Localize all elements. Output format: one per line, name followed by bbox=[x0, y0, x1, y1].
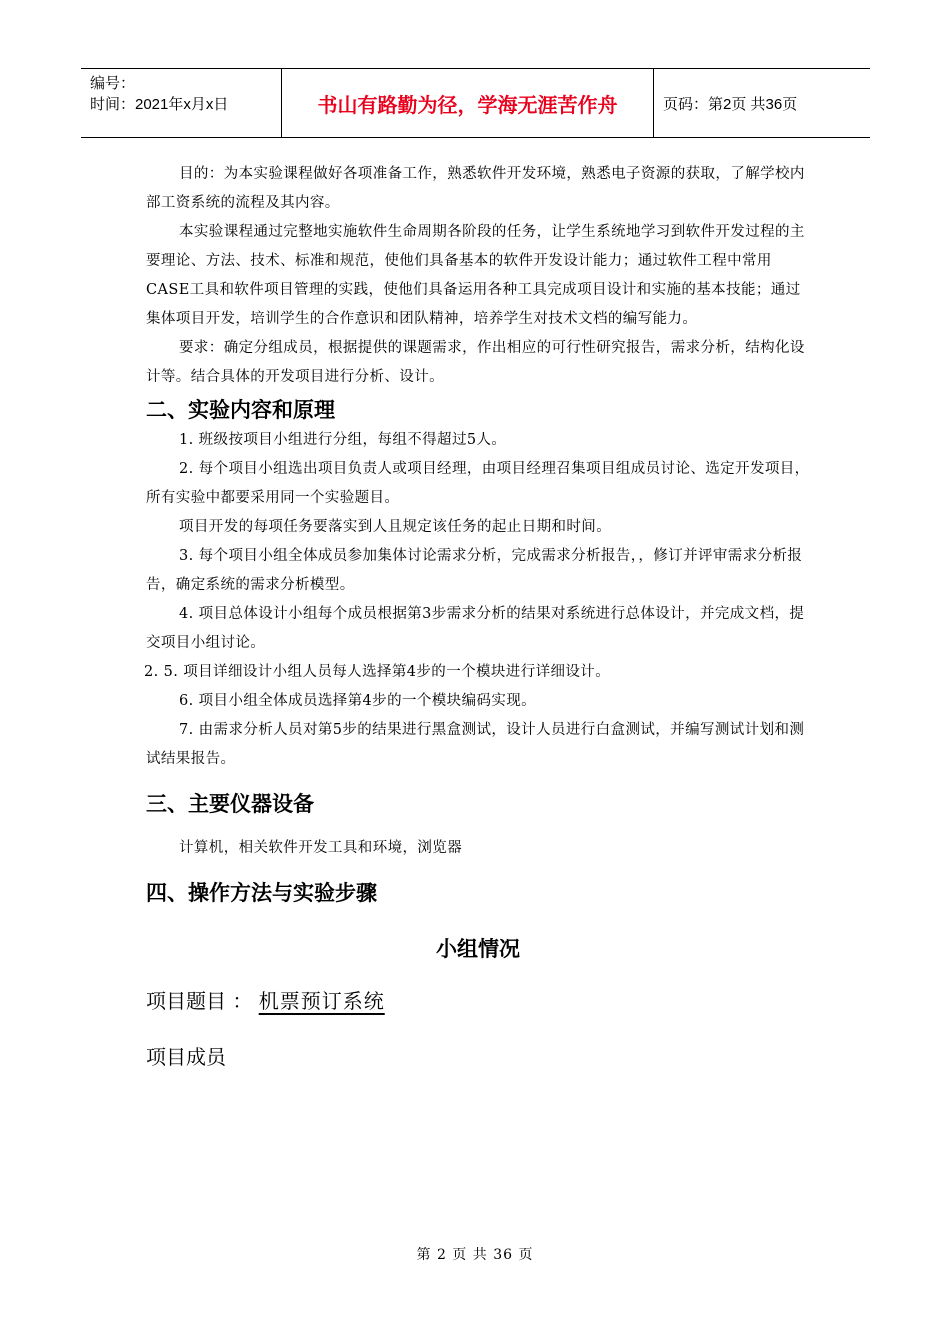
document-body bbox=[146, 160, 810, 1081]
step-2: 2. 每个项目小组选出项目负责人或项目经理，由项目经理召集项目组成员讨论、选定开发项目，所有实验中都要采用同一个实验题目。 bbox=[146, 461, 810, 506]
document-header bbox=[81, 68, 870, 138]
step-3: 3. 每个项目小组全体成员参加集体讨论需求分析，完成需求分析报告，，修订并评审需求分析报告，确定系统的需求分析模型。 bbox=[146, 548, 803, 593]
project-members-row bbox=[146, 1033, 810, 1081]
number-label: 编号： bbox=[90, 75, 136, 92]
project-title-row bbox=[146, 977, 810, 1025]
step-5: 2. 5. 项目详细设计小组人员每人选择第4步的一个模块进行详细设计。 bbox=[144, 664, 611, 680]
section-4-heading: 四、操作方法与实验步骤 bbox=[146, 881, 377, 905]
date-label: 时间：2021年x月x日 bbox=[90, 96, 229, 113]
section-3-heading: 三、主要仪器设备 bbox=[146, 792, 314, 816]
step-7: 7. 由需求分析人员对第5步的结果进行黑盒测试，设计人员进行白盒测试，并编写测试计划和测试结果报告。 bbox=[146, 722, 805, 767]
header-info-cell bbox=[81, 69, 282, 137]
step-1: 1. 班级按项目小组进行分组，每组不得超过5人。 bbox=[179, 432, 507, 448]
project-members-label: 项目成员 bbox=[146, 1045, 226, 1069]
equipment-text: 计算机，相关软件开发工具和环境，浏览器 bbox=[179, 840, 463, 856]
project-title-label: 项目题目 ： bbox=[146, 989, 253, 1013]
header-page-info: 页码：第2页 共36页 bbox=[663, 95, 798, 113]
step-2-note: 项目开发的每项任务要落实到人且规定该任务的起止日期和时间。 bbox=[179, 519, 612, 535]
step-4: 4. 项目总体设计小组每个成员根据第3步需求分析的结果对系统进行总体设计，并完成文档，提交项目小组讨论。 bbox=[146, 606, 805, 651]
purpose-paragraph: 目的：为本实验课程做好各项准备工作，熟悉软件开发环境，熟悉电子资源的获取，了解学校内部工资系统的流程及其内容。 bbox=[146, 166, 805, 211]
requirement-paragraph: 要求：确定分组成员，根据提供的课题需求，作出相应的可行性研究报告，需求分析，结构化设计等。结合具体的开发项目进行分析、设计。 bbox=[146, 340, 805, 385]
section-2-heading: 二、实验内容和原理 bbox=[146, 398, 335, 422]
step-6: 6. 项目小组全体成员选择第4步的一个模块编码实现。 bbox=[179, 693, 537, 709]
intro-paragraph: 本实验课程通过完整地实施软件生命周期各阶段的任务，让学生系统地学习到软件开发过程的主要理论、方法、技术、标准和规范，使他们具备基本的软件开发设计能力；通过软件工程中常用CASE工具和软件项目管理的实践，使他们具备运用各种工具完成项目设计和实施的基本技能；通过集体项目开发，培训学生的合作意识和团队精神，培养学生对技术文档的编写能力。 bbox=[146, 224, 805, 327]
page-footer: 第 2 页 共 36 页 bbox=[416, 1247, 534, 1263]
project-title-value: 机票预订系统 bbox=[258, 989, 385, 1013]
header-motto: 书山有路勤为径，学海无涯苦作舟 bbox=[282, 69, 654, 137]
group-title: 小组情况 bbox=[436, 937, 520, 961]
